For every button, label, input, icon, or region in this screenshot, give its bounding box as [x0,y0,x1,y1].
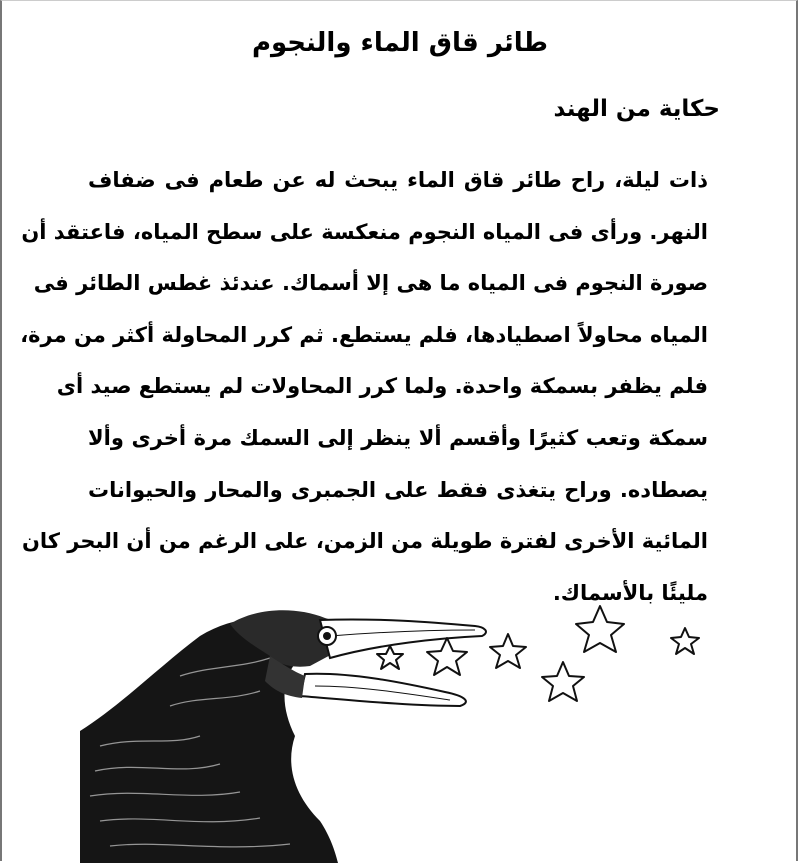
star-icon [377,646,403,669]
story-line: المياه محاولاً اصطيادها، فلم يستطع. ثم كرر المحاولة أكثر من مرة، [20,322,708,347]
page-title: طائر قاق الماء والنجوم [251,28,549,58]
story-line: فلم يظفر بسمكة واحدة. ولما كرر المحاولات لم يستطع صيد أى [56,374,708,399]
story-body [20,155,708,619]
star-icon [427,638,467,675]
story-line: مليئًا بالأسماك. [552,580,708,605]
story-line: سمكة وتعب كثيرًا وأقسم ألا ينظر إلى السمك مرة أخرى وألا [88,425,708,450]
story-subtitle: حكاية من الهند [553,96,720,122]
star-icon [490,634,526,668]
story-line: المائية الأخرى لفترة طويلة من الزمن، على الرغم من أن البحر كان [21,529,708,554]
bird-body [80,610,486,863]
cormorant-illustration [80,596,720,863]
bird-lower-beak [300,674,466,706]
star-icon [542,662,584,701]
story-line: صورة النجوم فى المياه ما هى إلا أسماك. عندئذ غطس الطائر فى [33,271,708,296]
story-line: يصطاده. وراح يتغذى فقط على الجمبرى والمحار والحيوانات [88,477,708,502]
story-line: النهر. ورأى فى المياه النجوم منعكسة على سطح المياه، فاعتقد أن [21,219,708,244]
star-icon [576,606,624,652]
star-icon [671,628,699,654]
story-line: ذات ليلة، راح طائر قاق الماء يبحث له عن طعام فى ضفاف [88,168,708,192]
